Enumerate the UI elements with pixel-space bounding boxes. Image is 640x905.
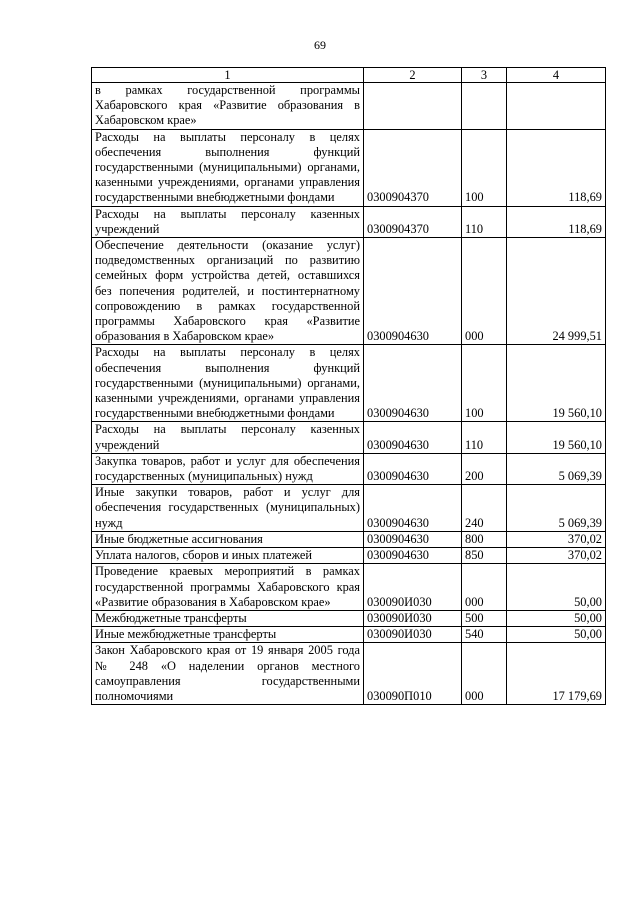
row-code: 0300904630 xyxy=(364,238,462,345)
row-type: 110 xyxy=(462,422,507,453)
header-col-1: 1 xyxy=(92,68,364,83)
table-row xyxy=(92,531,606,547)
budget-table xyxy=(91,67,606,705)
row-code: 0300904630 xyxy=(364,422,462,453)
table-row xyxy=(92,564,606,611)
row-type xyxy=(462,83,507,130)
row-name: Закон Хабаровского края от 19 января 2005 года № 248 «О наделении органов местного самоуправления государственными полномочиями xyxy=(92,643,364,705)
row-name: Расходы на выплаты персоналу в целях обеспечения выполнения функций государственными (муниципальными) органами, казенными учреждениями, органами управления государственными внебюджетными фондами xyxy=(92,129,364,206)
row-sum: 50,00 xyxy=(507,610,606,626)
row-code: 030090П010 xyxy=(364,643,462,705)
row-type: 850 xyxy=(462,548,507,564)
row-sum: 370,02 xyxy=(507,531,606,547)
row-name: Расходы на выплаты персоналу казенных учреждений xyxy=(92,206,364,237)
table-row xyxy=(92,643,606,705)
row-type: 000 xyxy=(462,564,507,611)
table-row xyxy=(92,610,606,626)
table-row xyxy=(92,345,606,422)
row-code: 0300904630 xyxy=(364,531,462,547)
table-row xyxy=(92,83,606,130)
row-sum: 5 069,39 xyxy=(507,453,606,484)
row-name: Межбюджетные трансферты xyxy=(92,610,364,626)
table-row xyxy=(92,627,606,643)
row-name: Иные межбюджетные трансферты xyxy=(92,627,364,643)
table-row xyxy=(92,548,606,564)
table-row xyxy=(92,206,606,237)
row-type: 200 xyxy=(462,453,507,484)
row-name: в рамках государственной программы Хабаровского края «Развитие образования в Хабаровском крае» xyxy=(92,83,364,130)
row-sum: 24 999,51 xyxy=(507,238,606,345)
header-col-2: 2 xyxy=(364,68,462,83)
row-type: 000 xyxy=(462,238,507,345)
row-name: Обеспечение деятельности (оказание услуг) подведомственных организаций по развитию семейных форм устройства детей, оставшихся без попечения родителей, и постинтернатному сопровождению в рамках государственной программы Хабаровского края «Развитие образования в Хабаровском крае» xyxy=(92,238,364,345)
row-name: Уплата налогов, сборов и иных платежей xyxy=(92,548,364,564)
row-type: 100 xyxy=(462,345,507,422)
row-name: Расходы на выплаты персоналу казенных учреждений xyxy=(92,422,364,453)
row-sum: 370,02 xyxy=(507,548,606,564)
table-row xyxy=(92,485,606,532)
row-code: 0300904370 xyxy=(364,206,462,237)
row-name: Расходы на выплаты персоналу в целях обеспечения выполнения функций государственными (муниципальными) органами, казенными учреждениями, органами управления государственными внебюджетными фондами xyxy=(92,345,364,422)
row-sum: 5 069,39 xyxy=(507,485,606,532)
table-row xyxy=(92,129,606,206)
row-type: 000 xyxy=(462,643,507,705)
header-col-4: 4 xyxy=(507,68,606,83)
row-type: 240 xyxy=(462,485,507,532)
row-type: 100 xyxy=(462,129,507,206)
row-name: Иные закупки товаров, работ и услуг для обеспечения государственных (муниципальных) нужд xyxy=(92,485,364,532)
row-sum xyxy=(507,83,606,130)
table-row xyxy=(92,453,606,484)
table-header-row xyxy=(92,68,606,83)
row-code: 0300904630 xyxy=(364,453,462,484)
row-code: 030090И030 xyxy=(364,627,462,643)
row-code xyxy=(364,83,462,130)
row-sum: 19 560,10 xyxy=(507,422,606,453)
table-row xyxy=(92,238,606,345)
row-sum: 50,00 xyxy=(507,564,606,611)
row-code: 0300904630 xyxy=(364,485,462,532)
row-type: 540 xyxy=(462,627,507,643)
row-type: 110 xyxy=(462,206,507,237)
table-row xyxy=(92,422,606,453)
row-sum: 19 560,10 xyxy=(507,345,606,422)
row-code: 0300904630 xyxy=(364,345,462,422)
row-code: 0300904630 xyxy=(364,548,462,564)
row-code: 030090И030 xyxy=(364,610,462,626)
row-type: 800 xyxy=(462,531,507,547)
row-code: 0300904370 xyxy=(364,129,462,206)
header-col-3: 3 xyxy=(462,68,507,83)
row-sum: 50,00 xyxy=(507,627,606,643)
row-name: Закупка товаров, работ и услуг для обеспечения государственных (муниципальных) нужд xyxy=(92,453,364,484)
row-sum: 118,69 xyxy=(507,129,606,206)
row-sum: 17 179,69 xyxy=(507,643,606,705)
row-type: 500 xyxy=(462,610,507,626)
row-name: Проведение краевых мероприятий в рамках государственной программы Хабаровского края «Развитие образования в Хабаровском крае» xyxy=(92,564,364,611)
row-sum: 118,69 xyxy=(507,206,606,237)
row-name: Иные бюджетные ассигнования xyxy=(92,531,364,547)
page-number: 69 xyxy=(314,38,326,52)
row-code: 030090И030 xyxy=(364,564,462,611)
